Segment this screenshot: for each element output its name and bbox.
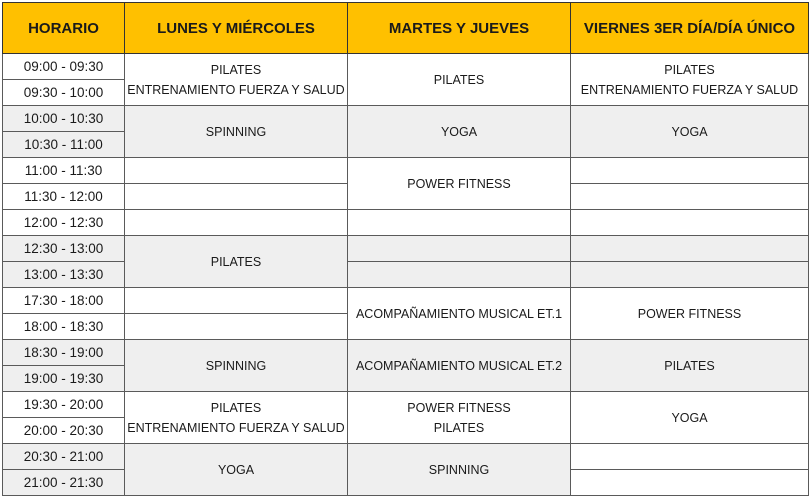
class-name: PILATES xyxy=(433,420,485,435)
class-cell: PILATES xyxy=(125,236,348,288)
empty-cell xyxy=(571,236,809,262)
empty-cell xyxy=(125,210,348,236)
header-row xyxy=(3,3,809,54)
time-cell: 09:30 - 10:00 xyxy=(3,80,125,106)
class-cell: ACOMPAÑAMIENTO MUSICAL ET.1 xyxy=(348,288,571,340)
time-cell: 20:30 - 21:00 xyxy=(3,444,125,470)
time-cell: 11:00 - 11:30 xyxy=(3,158,125,184)
time-cell: 11:30 - 12:00 xyxy=(3,184,125,210)
class-cell: POWER FITNESS xyxy=(348,158,571,210)
class-cell: PILATES xyxy=(571,340,809,392)
empty-cell xyxy=(571,210,809,236)
time-cell: 18:00 - 18:30 xyxy=(3,314,125,340)
table-row xyxy=(3,54,809,80)
table-row xyxy=(3,158,809,184)
time-cell: 19:30 - 20:00 xyxy=(3,392,125,418)
class-cell: YOGA xyxy=(125,444,348,496)
empty-cell xyxy=(571,184,809,210)
class-name: ENTRENAMIENTO FUERZA Y SALUD xyxy=(127,420,345,435)
class-cell: ACOMPAÑAMIENTO MUSICAL ET.2 xyxy=(348,340,571,392)
time-cell: 18:30 - 19:00 xyxy=(3,340,125,366)
class-name: ENTRENAMIENTO FUERZA Y SALUD xyxy=(127,82,345,97)
class-cell: POWER FITNESS xyxy=(571,288,809,340)
table-row xyxy=(3,288,809,314)
class-cell xyxy=(571,54,809,106)
class-name: POWER FITNESS xyxy=(407,400,511,415)
empty-cell xyxy=(125,288,348,314)
class-cell: PILATES xyxy=(348,54,571,106)
empty-cell xyxy=(348,236,571,262)
header-lunes-miercoles: LUNES Y MIÉRCOLES xyxy=(125,3,348,54)
empty-cell xyxy=(125,314,348,340)
class-name: PILATES xyxy=(210,62,262,77)
schedule-table xyxy=(2,2,809,496)
header-horario: HORARIO xyxy=(3,3,125,54)
empty-cell xyxy=(571,444,809,470)
table-row xyxy=(3,262,809,288)
table-row xyxy=(3,106,809,132)
time-cell: 21:00 - 21:30 xyxy=(3,470,125,496)
class-cell: YOGA xyxy=(348,106,571,158)
class-cell xyxy=(125,392,348,444)
empty-cell xyxy=(571,262,809,288)
empty-cell xyxy=(348,262,571,288)
empty-cell xyxy=(571,470,809,496)
class-cell: SPINNING xyxy=(348,444,571,496)
table-row xyxy=(3,340,809,366)
class-cell: YOGA xyxy=(571,106,809,158)
table-row xyxy=(3,444,809,470)
time-cell: 10:00 - 10:30 xyxy=(3,106,125,132)
time-cell: 13:00 - 13:30 xyxy=(3,262,125,288)
class-cell: SPINNING xyxy=(125,106,348,158)
class-cell xyxy=(348,392,571,444)
empty-cell xyxy=(125,184,348,210)
class-cell: YOGA xyxy=(571,392,809,444)
table-row xyxy=(3,392,809,418)
time-cell: 12:00 - 12:30 xyxy=(3,210,125,236)
class-cell xyxy=(125,54,348,106)
header-martes-jueves: MARTES Y JUEVES xyxy=(348,3,571,54)
time-cell: 19:00 - 19:30 xyxy=(3,366,125,392)
table-row xyxy=(3,236,809,262)
empty-cell xyxy=(348,210,571,236)
empty-cell xyxy=(571,158,809,184)
time-cell: 20:00 - 20:30 xyxy=(3,418,125,444)
header-viernes: VIERNES 3ER DÍA/DÍA ÚNICO xyxy=(571,3,809,54)
class-name: PILATES xyxy=(210,400,262,415)
time-cell: 12:30 - 13:00 xyxy=(3,236,125,262)
class-cell: SPINNING xyxy=(125,340,348,392)
empty-cell xyxy=(125,158,348,184)
class-name: PILATES xyxy=(664,62,715,77)
class-name: ENTRENAMIENTO FUERZA Y SALUD xyxy=(580,82,799,97)
time-cell: 10:30 - 11:00 xyxy=(3,132,125,158)
table-row xyxy=(3,210,809,236)
time-cell: 17:30 - 18:00 xyxy=(3,288,125,314)
time-cell: 09:00 - 09:30 xyxy=(3,54,125,80)
